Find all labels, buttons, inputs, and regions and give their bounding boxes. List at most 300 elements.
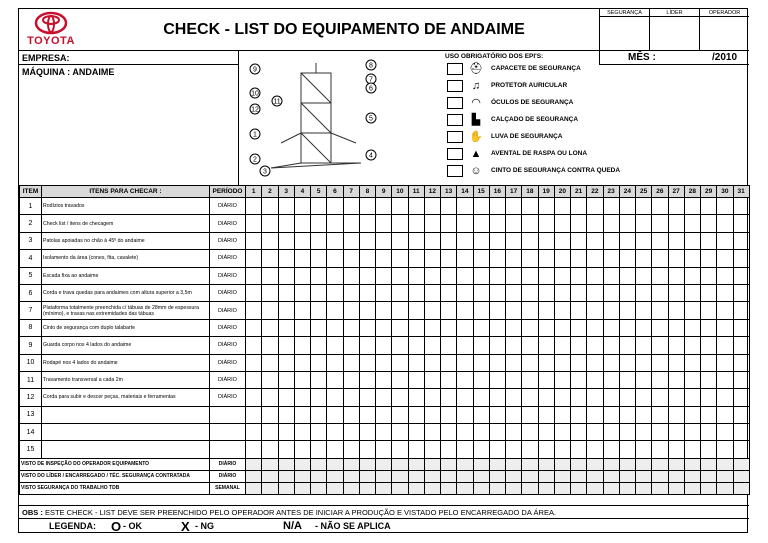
check-cell[interactable]	[359, 302, 375, 319]
check-cell[interactable]	[701, 389, 717, 406]
check-cell[interactable]	[684, 302, 700, 319]
check-cell[interactable]	[392, 198, 408, 215]
check-cell[interactable]	[733, 406, 749, 423]
check-cell[interactable]	[441, 354, 457, 371]
check-cell[interactable]	[522, 389, 538, 406]
check-cell[interactable]	[717, 441, 733, 458]
check-cell[interactable]	[538, 424, 554, 441]
visto-cell[interactable]	[603, 470, 619, 482]
check-cell[interactable]	[619, 267, 635, 284]
signature-box-operador[interactable]	[699, 9, 749, 51]
check-cell[interactable]	[457, 424, 473, 441]
check-cell[interactable]	[489, 198, 505, 215]
check-cell[interactable]	[262, 337, 278, 354]
check-cell[interactable]	[489, 250, 505, 267]
check-cell[interactable]	[262, 284, 278, 301]
check-cell[interactable]	[489, 371, 505, 388]
check-cell[interactable]	[522, 232, 538, 249]
visto-cell[interactable]	[684, 470, 700, 482]
check-cell[interactable]	[652, 389, 668, 406]
check-cell[interactable]	[619, 354, 635, 371]
check-cell[interactable]	[587, 406, 603, 423]
check-cell[interactable]	[522, 319, 538, 336]
visto-cell[interactable]	[733, 458, 749, 470]
check-cell[interactable]	[294, 267, 310, 284]
check-cell[interactable]	[717, 354, 733, 371]
check-cell[interactable]	[473, 406, 489, 423]
check-cell[interactable]	[636, 424, 652, 441]
check-cell[interactable]	[587, 284, 603, 301]
check-cell[interactable]	[506, 198, 522, 215]
check-cell[interactable]	[717, 215, 733, 232]
check-cell[interactable]	[408, 232, 424, 249]
check-cell[interactable]	[619, 389, 635, 406]
check-cell[interactable]	[636, 198, 652, 215]
check-cell[interactable]	[587, 198, 603, 215]
check-cell[interactable]	[538, 354, 554, 371]
visto-cell[interactable]	[327, 482, 343, 494]
epi-checkbox[interactable]	[447, 131, 463, 143]
check-cell[interactable]	[262, 354, 278, 371]
check-cell[interactable]	[327, 424, 343, 441]
check-cell[interactable]	[262, 232, 278, 249]
check-cell[interactable]	[408, 371, 424, 388]
check-cell[interactable]	[717, 406, 733, 423]
check-cell[interactable]	[262, 424, 278, 441]
check-cell[interactable]	[262, 215, 278, 232]
check-cell[interactable]	[652, 215, 668, 232]
check-cell[interactable]	[506, 284, 522, 301]
visto-cell[interactable]	[506, 482, 522, 494]
check-cell[interactable]	[262, 371, 278, 388]
check-cell[interactable]	[571, 302, 587, 319]
check-cell[interactable]	[424, 424, 440, 441]
visto-cell[interactable]	[652, 458, 668, 470]
check-cell[interactable]	[684, 250, 700, 267]
check-cell[interactable]	[327, 250, 343, 267]
check-cell[interactable]	[376, 232, 392, 249]
check-cell[interactable]	[376, 198, 392, 215]
check-cell[interactable]	[311, 424, 327, 441]
check-cell[interactable]	[246, 284, 262, 301]
check-cell[interactable]	[717, 267, 733, 284]
visto-cell[interactable]	[408, 482, 424, 494]
check-cell[interactable]	[506, 354, 522, 371]
check-cell[interactable]	[392, 232, 408, 249]
check-cell[interactable]	[506, 441, 522, 458]
visto-cell[interactable]	[473, 482, 489, 494]
check-cell[interactable]	[652, 319, 668, 336]
check-cell[interactable]	[571, 198, 587, 215]
check-cell[interactable]	[733, 215, 749, 232]
month-field[interactable]	[599, 51, 749, 65]
check-cell[interactable]	[424, 198, 440, 215]
check-cell[interactable]	[717, 337, 733, 354]
check-cell[interactable]	[311, 354, 327, 371]
check-cell[interactable]	[506, 319, 522, 336]
check-cell[interactable]	[554, 284, 570, 301]
check-cell[interactable]	[506, 424, 522, 441]
check-cell[interactable]	[489, 232, 505, 249]
check-cell[interactable]	[327, 371, 343, 388]
check-cell[interactable]	[701, 319, 717, 336]
check-cell[interactable]	[554, 250, 570, 267]
check-cell[interactable]	[473, 267, 489, 284]
check-cell[interactable]	[278, 371, 294, 388]
visto-cell[interactable]	[489, 482, 505, 494]
visto-cell[interactable]	[701, 482, 717, 494]
check-cell[interactable]	[733, 284, 749, 301]
check-cell[interactable]	[408, 337, 424, 354]
check-cell[interactable]	[392, 319, 408, 336]
check-cell[interactable]	[571, 337, 587, 354]
visto-cell[interactable]	[278, 458, 294, 470]
visto-cell[interactable]	[506, 458, 522, 470]
check-cell[interactable]	[294, 250, 310, 267]
check-cell[interactable]	[294, 319, 310, 336]
check-cell[interactable]	[668, 441, 684, 458]
check-cell[interactable]	[376, 354, 392, 371]
check-cell[interactable]	[473, 354, 489, 371]
check-cell[interactable]	[359, 267, 375, 284]
visto-cell[interactable]	[424, 470, 440, 482]
check-cell[interactable]	[359, 371, 375, 388]
check-cell[interactable]	[733, 424, 749, 441]
check-cell[interactable]	[457, 406, 473, 423]
check-cell[interactable]	[424, 441, 440, 458]
check-cell[interactable]	[441, 267, 457, 284]
check-cell[interactable]	[376, 441, 392, 458]
check-cell[interactable]	[571, 232, 587, 249]
check-cell[interactable]	[733, 441, 749, 458]
check-cell[interactable]	[733, 267, 749, 284]
check-cell[interactable]	[343, 215, 359, 232]
check-cell[interactable]	[408, 389, 424, 406]
visto-cell[interactable]	[278, 470, 294, 482]
check-cell[interactable]	[294, 406, 310, 423]
check-cell[interactable]	[538, 371, 554, 388]
check-cell[interactable]	[359, 284, 375, 301]
check-cell[interactable]	[619, 250, 635, 267]
check-cell[interactable]	[294, 337, 310, 354]
check-cell[interactable]	[278, 215, 294, 232]
check-cell[interactable]	[538, 302, 554, 319]
check-cell[interactable]	[327, 406, 343, 423]
check-cell[interactable]	[457, 319, 473, 336]
check-cell[interactable]	[311, 302, 327, 319]
check-cell[interactable]	[392, 354, 408, 371]
check-cell[interactable]	[457, 337, 473, 354]
check-cell[interactable]	[489, 319, 505, 336]
check-cell[interactable]	[489, 267, 505, 284]
check-cell[interactable]	[522, 337, 538, 354]
check-cell[interactable]	[717, 250, 733, 267]
check-cell[interactable]	[392, 406, 408, 423]
check-cell[interactable]	[392, 337, 408, 354]
check-cell[interactable]	[489, 215, 505, 232]
visto-cell[interactable]	[441, 470, 457, 482]
check-cell[interactable]	[473, 389, 489, 406]
check-cell[interactable]	[684, 232, 700, 249]
check-cell[interactable]	[343, 371, 359, 388]
visto-cell[interactable]	[538, 482, 554, 494]
check-cell[interactable]	[327, 267, 343, 284]
check-cell[interactable]	[489, 389, 505, 406]
check-cell[interactable]	[489, 354, 505, 371]
visto-cell[interactable]	[717, 470, 733, 482]
check-cell[interactable]	[652, 232, 668, 249]
check-cell[interactable]	[554, 198, 570, 215]
check-cell[interactable]	[327, 319, 343, 336]
epi-checkbox[interactable]	[447, 148, 463, 160]
check-cell[interactable]	[457, 302, 473, 319]
visto-cell[interactable]	[668, 470, 684, 482]
check-cell[interactable]	[359, 337, 375, 354]
check-cell[interactable]	[392, 441, 408, 458]
visto-cell[interactable]	[733, 470, 749, 482]
check-cell[interactable]	[294, 232, 310, 249]
check-cell[interactable]	[603, 441, 619, 458]
check-cell[interactable]	[684, 389, 700, 406]
visto-cell[interactable]	[489, 458, 505, 470]
check-cell[interactable]	[424, 284, 440, 301]
check-cell[interactable]	[408, 198, 424, 215]
check-cell[interactable]	[246, 441, 262, 458]
check-cell[interactable]	[701, 250, 717, 267]
check-cell[interactable]	[473, 424, 489, 441]
check-cell[interactable]	[554, 215, 570, 232]
check-cell[interactable]	[668, 354, 684, 371]
visto-cell[interactable]	[619, 482, 635, 494]
visto-cell[interactable]	[327, 470, 343, 482]
check-cell[interactable]	[376, 389, 392, 406]
check-cell[interactable]	[603, 267, 619, 284]
check-cell[interactable]	[262, 267, 278, 284]
check-cell[interactable]	[294, 215, 310, 232]
visto-cell[interactable]	[684, 482, 700, 494]
check-cell[interactable]	[506, 232, 522, 249]
visto-cell[interactable]	[294, 482, 310, 494]
check-cell[interactable]	[522, 284, 538, 301]
check-cell[interactable]	[278, 406, 294, 423]
check-cell[interactable]	[619, 198, 635, 215]
check-cell[interactable]	[668, 424, 684, 441]
check-cell[interactable]	[473, 371, 489, 388]
check-cell[interactable]	[619, 441, 635, 458]
check-cell[interactable]	[343, 337, 359, 354]
check-cell[interactable]	[294, 284, 310, 301]
check-cell[interactable]	[668, 250, 684, 267]
check-cell[interactable]	[522, 198, 538, 215]
check-cell[interactable]	[441, 302, 457, 319]
check-cell[interactable]	[359, 354, 375, 371]
check-cell[interactable]	[538, 441, 554, 458]
check-cell[interactable]	[457, 267, 473, 284]
check-cell[interactable]	[311, 371, 327, 388]
check-cell[interactable]	[408, 267, 424, 284]
check-cell[interactable]	[311, 198, 327, 215]
visto-cell[interactable]	[262, 482, 278, 494]
check-cell[interactable]	[359, 232, 375, 249]
visto-cell[interactable]	[343, 458, 359, 470]
check-cell[interactable]	[652, 198, 668, 215]
check-cell[interactable]	[668, 267, 684, 284]
check-cell[interactable]	[441, 406, 457, 423]
check-cell[interactable]	[457, 232, 473, 249]
check-cell[interactable]	[571, 424, 587, 441]
check-cell[interactable]	[392, 302, 408, 319]
visto-cell[interactable]	[571, 470, 587, 482]
check-cell[interactable]	[343, 441, 359, 458]
check-cell[interactable]	[587, 354, 603, 371]
check-cell[interactable]	[554, 371, 570, 388]
check-cell[interactable]	[441, 424, 457, 441]
check-cell[interactable]	[733, 337, 749, 354]
check-cell[interactable]	[424, 250, 440, 267]
visto-cell[interactable]	[359, 470, 375, 482]
check-cell[interactable]	[603, 302, 619, 319]
visto-cell[interactable]	[473, 458, 489, 470]
check-cell[interactable]	[603, 198, 619, 215]
check-cell[interactable]	[603, 284, 619, 301]
check-cell[interactable]	[619, 302, 635, 319]
visto-cell[interactable]	[376, 470, 392, 482]
check-cell[interactable]	[473, 250, 489, 267]
check-cell[interactable]	[603, 424, 619, 441]
visto-cell[interactable]	[522, 482, 538, 494]
check-cell[interactable]	[684, 215, 700, 232]
check-cell[interactable]	[522, 267, 538, 284]
check-cell[interactable]	[311, 284, 327, 301]
check-cell[interactable]	[636, 267, 652, 284]
visto-cell[interactable]	[359, 482, 375, 494]
visto-cell[interactable]	[733, 482, 749, 494]
check-cell[interactable]	[311, 250, 327, 267]
check-cell[interactable]	[538, 267, 554, 284]
visto-cell[interactable]	[457, 458, 473, 470]
epi-checkbox[interactable]	[447, 114, 463, 126]
check-cell[interactable]	[424, 267, 440, 284]
check-cell[interactable]	[717, 389, 733, 406]
visto-cell[interactable]	[489, 470, 505, 482]
visto-cell[interactable]	[571, 482, 587, 494]
check-cell[interactable]	[441, 337, 457, 354]
check-cell[interactable]	[441, 389, 457, 406]
check-cell[interactable]	[424, 354, 440, 371]
check-cell[interactable]	[701, 441, 717, 458]
check-cell[interactable]	[522, 250, 538, 267]
check-cell[interactable]	[701, 198, 717, 215]
check-cell[interactable]	[701, 371, 717, 388]
visto-cell[interactable]	[441, 482, 457, 494]
check-cell[interactable]	[473, 441, 489, 458]
check-cell[interactable]	[359, 215, 375, 232]
visto-cell[interactable]	[603, 482, 619, 494]
check-cell[interactable]	[441, 198, 457, 215]
check-cell[interactable]	[359, 319, 375, 336]
visto-cell[interactable]	[554, 470, 570, 482]
visto-cell[interactable]	[311, 482, 327, 494]
check-cell[interactable]	[733, 232, 749, 249]
visto-cell[interactable]	[278, 482, 294, 494]
check-cell[interactable]	[311, 319, 327, 336]
visto-cell[interactable]	[668, 458, 684, 470]
visto-cell[interactable]	[246, 458, 262, 470]
check-cell[interactable]	[538, 319, 554, 336]
check-cell[interactable]	[522, 302, 538, 319]
visto-cell[interactable]	[603, 458, 619, 470]
epi-checkbox[interactable]	[447, 80, 463, 92]
check-cell[interactable]	[636, 337, 652, 354]
check-cell[interactable]	[311, 406, 327, 423]
check-cell[interactable]	[571, 371, 587, 388]
check-cell[interactable]	[376, 267, 392, 284]
check-cell[interactable]	[262, 319, 278, 336]
visto-cell[interactable]	[506, 470, 522, 482]
check-cell[interactable]	[359, 250, 375, 267]
check-cell[interactable]	[506, 302, 522, 319]
visto-cell[interactable]	[522, 458, 538, 470]
check-cell[interactable]	[619, 232, 635, 249]
visto-cell[interactable]	[636, 458, 652, 470]
check-cell[interactable]	[701, 424, 717, 441]
check-cell[interactable]	[392, 371, 408, 388]
check-cell[interactable]	[603, 232, 619, 249]
check-cell[interactable]	[408, 284, 424, 301]
check-cell[interactable]	[668, 302, 684, 319]
check-cell[interactable]	[717, 284, 733, 301]
check-cell[interactable]	[376, 371, 392, 388]
check-cell[interactable]	[343, 250, 359, 267]
visto-cell[interactable]	[457, 482, 473, 494]
signature-box-lider[interactable]	[649, 9, 699, 51]
check-cell[interactable]	[441, 371, 457, 388]
check-cell[interactable]	[603, 319, 619, 336]
signature-box-seguranca[interactable]	[599, 9, 649, 51]
check-cell[interactable]	[684, 284, 700, 301]
check-cell[interactable]	[262, 198, 278, 215]
check-cell[interactable]	[376, 215, 392, 232]
check-cell[interactable]	[652, 441, 668, 458]
check-cell[interactable]	[473, 337, 489, 354]
check-cell[interactable]	[668, 371, 684, 388]
epi-checkbox[interactable]	[447, 165, 463, 177]
check-cell[interactable]	[636, 389, 652, 406]
check-cell[interactable]	[343, 267, 359, 284]
check-cell[interactable]	[636, 284, 652, 301]
check-cell[interactable]	[684, 337, 700, 354]
visto-cell[interactable]	[473, 470, 489, 482]
check-cell[interactable]	[701, 232, 717, 249]
check-cell[interactable]	[311, 267, 327, 284]
check-cell[interactable]	[684, 267, 700, 284]
check-cell[interactable]	[538, 198, 554, 215]
check-cell[interactable]	[489, 337, 505, 354]
check-cell[interactable]	[619, 371, 635, 388]
check-cell[interactable]	[522, 354, 538, 371]
check-cell[interactable]	[652, 250, 668, 267]
check-cell[interactable]	[701, 284, 717, 301]
check-cell[interactable]	[506, 389, 522, 406]
check-cell[interactable]	[717, 232, 733, 249]
check-cell[interactable]	[636, 406, 652, 423]
check-cell[interactable]	[327, 215, 343, 232]
check-cell[interactable]	[587, 319, 603, 336]
check-cell[interactable]	[701, 302, 717, 319]
check-cell[interactable]	[571, 215, 587, 232]
check-cell[interactable]	[717, 319, 733, 336]
visto-cell[interactable]	[587, 470, 603, 482]
